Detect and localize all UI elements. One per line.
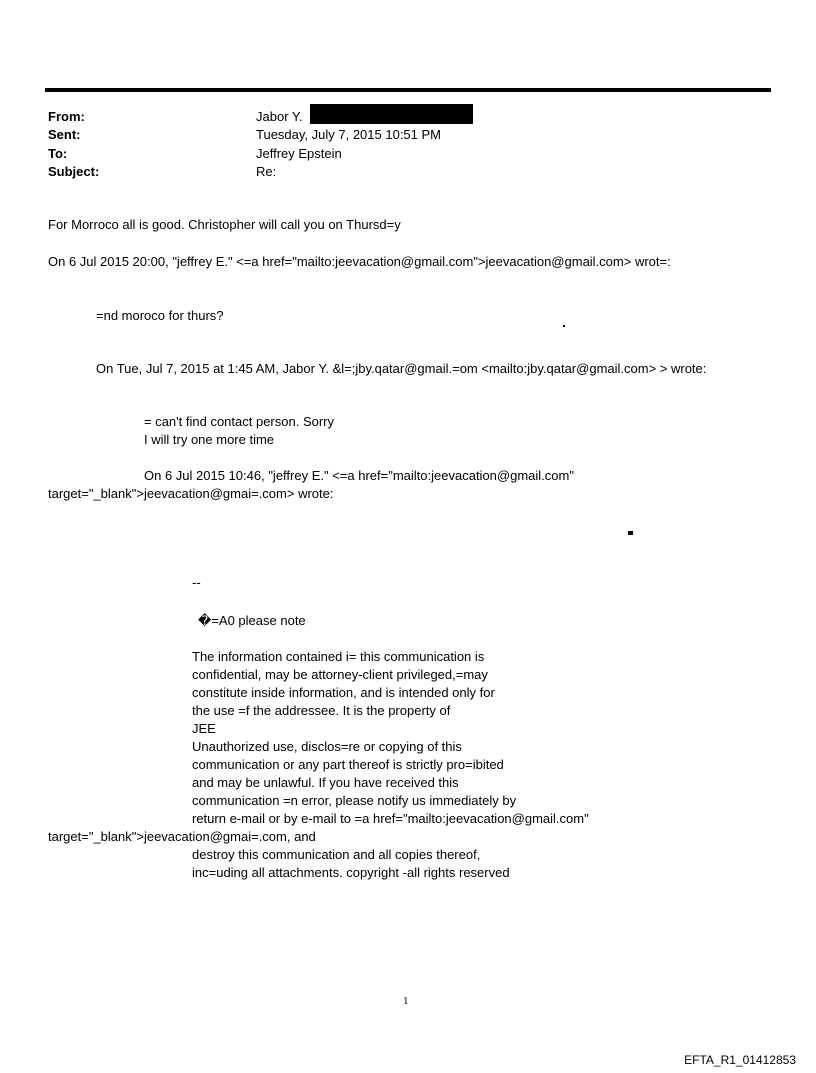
body-line: = can't find contact person. Sorry — [144, 414, 334, 429]
sent-value: Tuesday, July 7, 2015 10:51 PM — [256, 127, 441, 142]
body-line: I will try one more time — [144, 432, 275, 447]
from-value: Jabor Y. — [256, 109, 303, 124]
signature-line: and may be unlawful. If you have received this — [192, 775, 459, 790]
signature-line: The information contained i= this communication is — [192, 649, 485, 664]
redaction-box — [310, 104, 473, 124]
signature-wrap: target="_blank">jeevacation@gmai=.com, and — [48, 829, 316, 844]
stray-mark — [563, 325, 565, 327]
signature-line: JEE — [192, 721, 216, 736]
subject-value: Re: — [256, 164, 277, 179]
quoted-header: On 6 Jul 2015 10:46, "jeffrey E." <=a href="mailto:jeevacation@gmail.com" — [144, 468, 574, 483]
signature-note: �=A0 please note — [198, 613, 306, 628]
quoted-header: target="_blank">jeevacation@gmai=.com> wrote: — [48, 486, 334, 501]
signature-line: communication =n error, please notify us immediately by — [192, 793, 517, 808]
sent-label: Sent: — [48, 127, 81, 142]
quoted-header: On Tue, Jul 7, 2015 at 1:45 AM, Jabor Y. &l=;jby.qatar@gmail.=om <mailto:jby.qatar@gmail.com> > wrote: — [96, 361, 707, 376]
to-value: Jeffrey Epstein — [256, 146, 342, 161]
bates-number: EFTA_R1_01412853 — [684, 1053, 796, 1067]
stray-mark — [628, 531, 633, 535]
signature-line: constitute inside information, and is intended only for — [192, 685, 495, 700]
body-line: For Morroco all is good. Christopher will call you on Thursd=y — [48, 217, 401, 232]
to-label: To: — [48, 146, 68, 161]
signature-line: confidential, may be attorney-client privileged,=may — [192, 667, 488, 682]
subject-label: Subject: — [48, 164, 100, 179]
signature-line: communication or any part thereof is strictly pro=ibited — [192, 757, 504, 772]
quoted-header: On 6 Jul 2015 20:00, "jeffrey E." <=a href="mailto:jeevacation@gmail.com">jeevacation@gmail.com> wrot=: — [48, 254, 671, 269]
signature-line: Unauthorized use, disclos=re or copying of this — [192, 739, 462, 754]
body-line: =nd moroco for thurs? — [96, 308, 224, 323]
signature-line: inc=uding all attachments. copyright -all rights reserved — [192, 865, 510, 880]
signature-dashes: -- — [192, 575, 201, 590]
signature-line: the use =f the addressee. It is the property of — [192, 703, 451, 718]
from-label: From: — [48, 109, 85, 124]
page-number: 1 — [403, 995, 409, 1007]
signature-line: destroy this communication and all copies thereof, — [192, 847, 481, 862]
signature-line: return e-mail or by e-mail to =a href="mailto:jeevacation@gmail.com" — [192, 811, 589, 826]
header-rule — [45, 88, 771, 92]
